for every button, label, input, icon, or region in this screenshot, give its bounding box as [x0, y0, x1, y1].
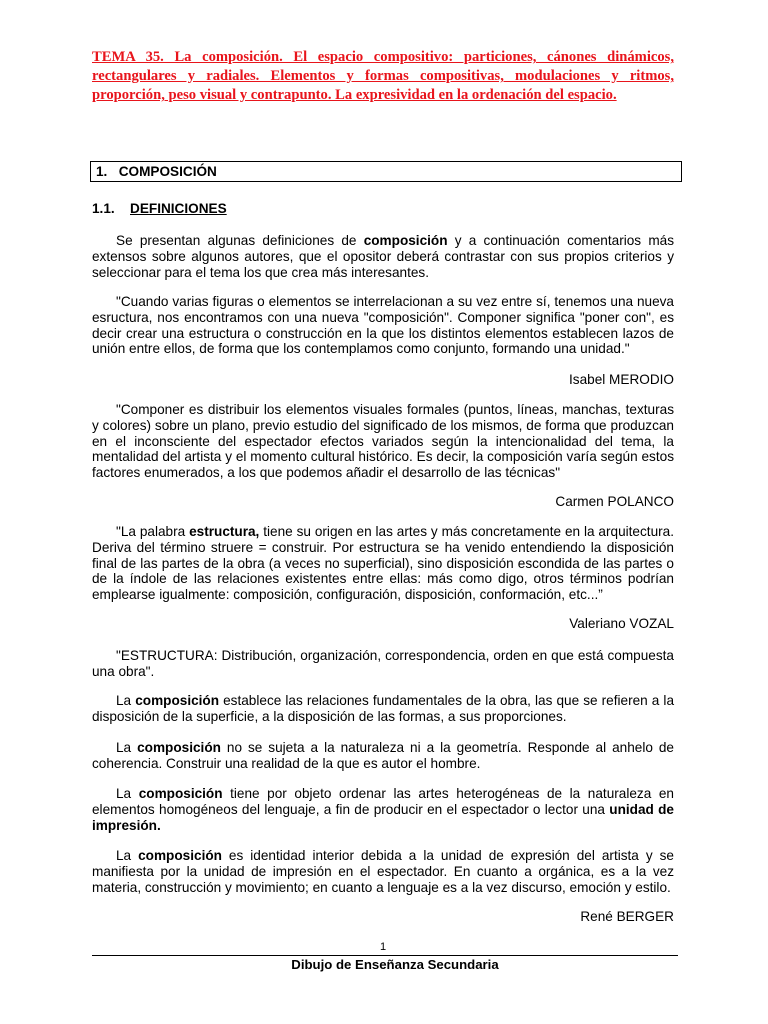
author-polanco: Carmen POLANCO	[555, 494, 674, 509]
subsection-title: DEFINICIONES	[130, 201, 227, 216]
footer-text: Dibujo de Enseñanza Secundaria	[291, 957, 499, 972]
paragraph-composicion-2: La composición no se sujeta a la naturaleza ni a la geometría. Responde al anhelo de coherencia. Construir una realidad de la que es autor el hombre.	[92, 740, 674, 771]
footer-divider	[92, 955, 678, 956]
subsection-heading	[92, 201, 227, 216]
author-vozal: Valeriano VOZAL	[569, 616, 674, 631]
page-number: 1	[379, 941, 387, 953]
quote-merodio: "Cuando varias figuras o elementos se interrelacionan a su vez entre sí, tenemos una nueva esructura, nos encontramos con una nueva "composición". Componer significa "poner con", es decir crear una estructura o construcción en la que los distintos elementos establecen lazos de unión entre ellos, de forma que los contemplamos como conjunto, formando una unidad."	[92, 294, 674, 357]
paragraph-composicion-4: La composición es identidad interior debida a la unidad de expresión del artista y se manifiesta por la unidad de impresión en el espectador. En cuanto a orgánica, es a la vez materia, construcción y movimiento; en cuanto a lenguaje es a la vez discurso, emoción y estilo.	[92, 848, 674, 895]
quote-vozal: "La palabra estructura, tiene su origen en las artes y más concretamente en la arquitectura. Deriva del término struere = construir. Por estructura se ha venido entendiendo la disposición final de las partes de la obra (a veces no superficial), sino disposición escondida de las partes o de la índole de las relaciones existentes entre ellas: más como digo, otros términos podrían emplearse igualmente: composición, configuración, disposición, conformación, etc...”	[92, 524, 674, 603]
section-title: COMPOSICIÓN	[118, 164, 217, 179]
subsection-number: 1.1.	[92, 201, 115, 216]
author-berger: René BERGER	[580, 909, 674, 924]
paragraph-composicion-1: La composición establece las relaciones fundamentales de la obra, las que se refieren a la disposición de la superficie, a la disposición de las formas, a sus proporciones.	[92, 693, 674, 724]
section-number: 1.	[96, 164, 108, 179]
quote-estructura: "ESTRUCTURA: Distribución, organización, correspondencia, orden en que está compuesta una obra".	[92, 648, 674, 679]
paragraph-intro: Se presentan algunas definiciones de composición y a continuación comentarios más extensos sobre algunos autores, que el opositor deberá contrastar con sus propios criterios y seleccionar para el tema los que crea más interesantes.	[92, 233, 674, 280]
paragraph-composicion-3: La composición tiene por objeto ordenar las artes heterogéneas de la naturaleza en elementos homogéneos del lenguaje, a fin de producir en el espectador o lector una unidad de impresión.	[92, 786, 674, 833]
section-heading-box	[90, 161, 682, 182]
section-heading	[96, 164, 217, 179]
author-merodio: Isabel MERODIO	[569, 372, 674, 387]
quote-polanco: "Componer es distribuir los elementos visuales formales (puntos, líneas, manchas, texturas y colores) sobre un plano, previo estudio del significado de los mismos, de forma que produzcan en el inconsciente del espectador efectos variados según la intencionalidad del tema, la mentalidad del artista y el momento cultural histórico. Es decir, la composición varía según estos factores enumerados, a los que podemos añadir el desarrollo de las técnicas"	[92, 402, 674, 481]
document-title: TEMA 35. La composición. El espacio compositivo: particiones, cánones dinámicos, rectangulares y radiales. Elementos y formas compositivas, modulaciones y ritmos, proporción, peso visual y contrapunto. La expresividad en la ordenación del espacio.	[92, 49, 674, 103]
